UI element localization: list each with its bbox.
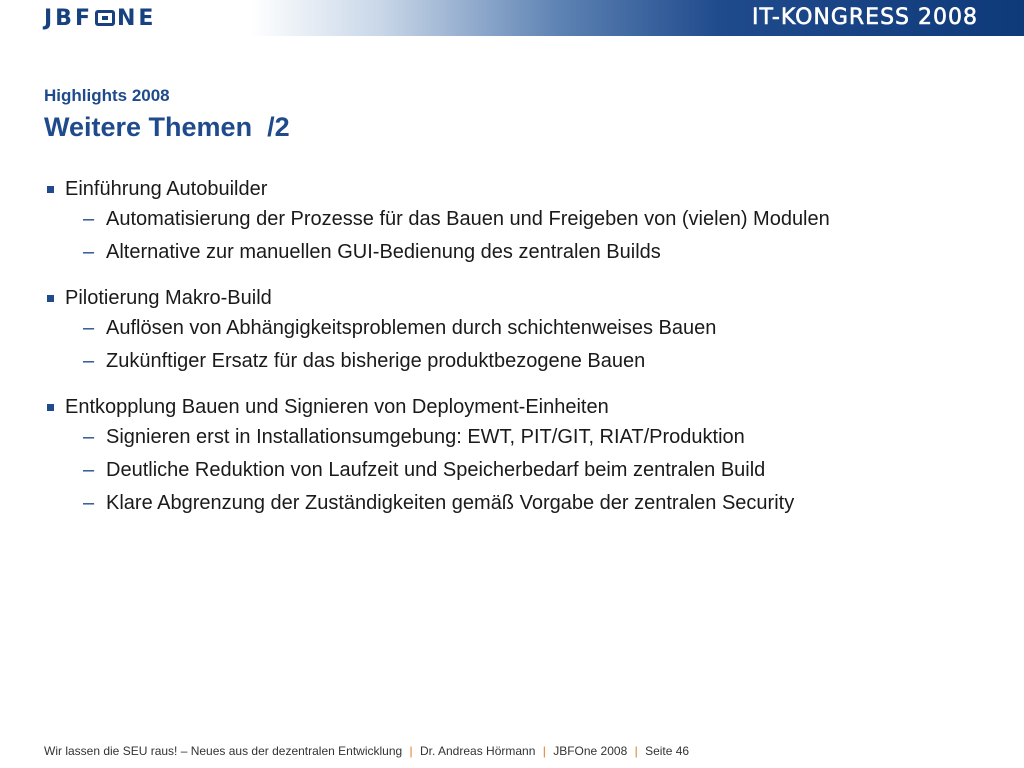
- square-bullet-icon: [47, 295, 54, 302]
- footer-separator: |: [542, 744, 546, 758]
- topic-bullet: [44, 176, 984, 203]
- jbfone-logo: [44, 6, 156, 30]
- dash-bullet-icon: –: [83, 350, 95, 372]
- square-bullet-icon: [47, 186, 54, 193]
- topic-group: [44, 285, 984, 378]
- dash-bullet-icon: –: [83, 241, 95, 263]
- sub-point: [44, 345, 984, 378]
- sub-point: [44, 454, 984, 487]
- sub-point: [44, 203, 984, 236]
- footer-tagline: Wir lassen die SEU raus! – Neues aus der dezentralen Entwicklung: [44, 744, 403, 758]
- dash-bullet-icon: –: [83, 492, 95, 514]
- slide-title: Weitere Themen /2: [44, 112, 290, 142]
- event-title: IT-KONGRESS 2008: [752, 5, 978, 30]
- footer-page-number: Seite 46: [645, 744, 690, 758]
- sub-point-text: Deutliche Reduktion von Laufzeit und Speicherbedarf beim zentralen Build: [106, 459, 766, 481]
- topic-group: [44, 394, 984, 520]
- topic-bullet-text: Pilotierung Makro-Build: [65, 287, 272, 309]
- sub-point: [44, 487, 984, 520]
- footer-event: JBFOne 2008: [553, 744, 628, 758]
- dash-bullet-icon: –: [83, 459, 95, 481]
- sub-point: [44, 421, 984, 454]
- sub-point: [44, 236, 984, 269]
- footer-separator: |: [409, 744, 413, 758]
- slide-subtitle: Highlights 2008: [44, 86, 170, 105]
- dash-bullet-icon: –: [83, 426, 95, 448]
- header-banner: [0, 0, 1024, 36]
- logo-text-left: JBF: [44, 5, 93, 31]
- dash-bullet-icon: –: [83, 317, 95, 339]
- topic-group: [44, 176, 984, 269]
- dash-bullet-icon: –: [83, 208, 95, 230]
- sub-point-text: Automatisierung der Prozesse für das Bauen und Freigeben von (vielen) Modulen: [106, 208, 830, 230]
- sub-point-text: Auflösen von Abhängigkeitsproblemen durch schichtenweises Bauen: [106, 317, 717, 339]
- logo-text-right: NE: [116, 5, 157, 31]
- logo-o-mark-icon: [95, 10, 115, 26]
- topic-bullet-text: Entkopplung Bauen und Signieren von Deployment-Einheiten: [65, 396, 609, 418]
- square-bullet-icon: [47, 404, 54, 411]
- sub-point-text: Signieren erst in Installationsumgebung: EWT, PIT/GIT, RIAT/Produktion: [106, 426, 745, 448]
- topic-bullet: [44, 394, 984, 421]
- slide-content: [44, 176, 984, 536]
- sub-point-text: Klare Abgrenzung der Zuständigkeiten gemäß Vorgabe der zentralen Security: [106, 492, 795, 514]
- sub-point: [44, 312, 984, 345]
- sub-point-text: Alternative zur manuellen GUI-Bedienung des zentralen Builds: [106, 241, 661, 263]
- slide-footer: [44, 744, 689, 758]
- footer-author: Dr. Andreas Hörmann: [420, 744, 536, 758]
- footer-separator: |: [634, 744, 638, 758]
- topic-bullet: [44, 285, 984, 312]
- sub-point-text: Zukünftiger Ersatz für das bisherige produktbezogene Bauen: [106, 350, 646, 372]
- topic-bullet-text: Einführung Autobuilder: [65, 178, 268, 200]
